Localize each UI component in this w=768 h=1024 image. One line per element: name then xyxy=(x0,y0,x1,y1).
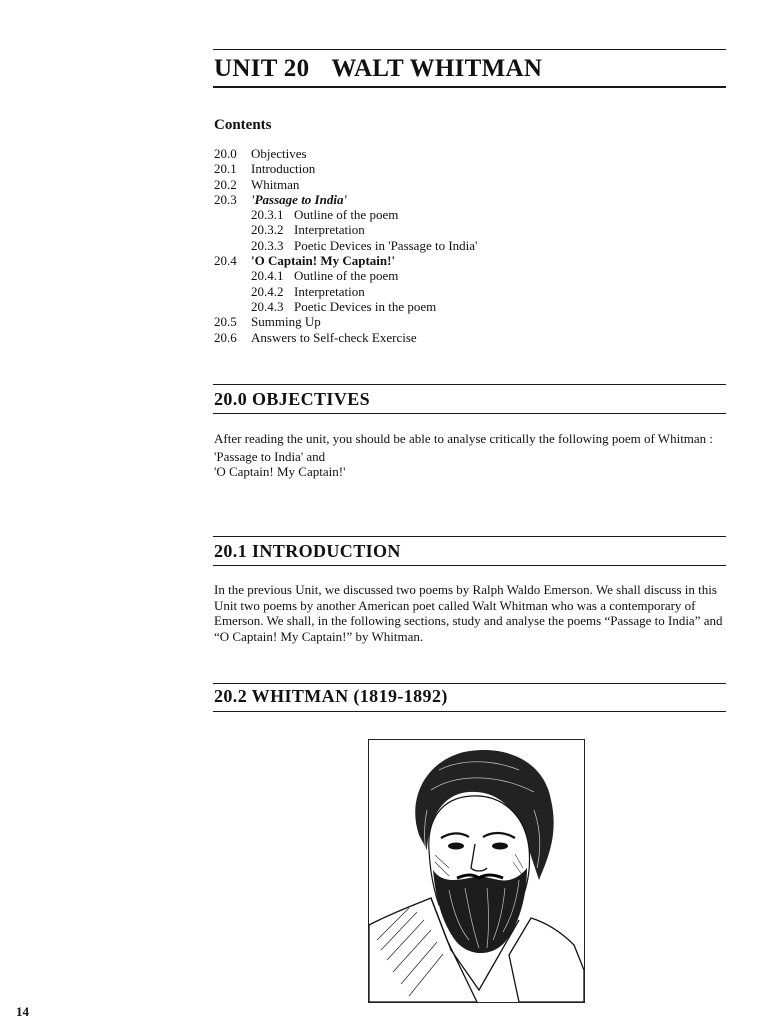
toc-subitem xyxy=(214,284,714,299)
toc-item xyxy=(214,161,714,176)
toc-number: 20.4 xyxy=(214,253,237,269)
section-rule-top xyxy=(213,683,726,684)
unit-title xyxy=(214,55,542,83)
unit-name: WALT WHITMAN xyxy=(331,55,543,82)
section-rule-top xyxy=(213,536,726,537)
toc-subitem xyxy=(214,299,714,314)
toc-label: 'O Captain! My Captain!' xyxy=(251,253,396,269)
toc-item xyxy=(214,253,714,268)
section-rule-bottom xyxy=(213,711,726,712)
contents-heading: Contents xyxy=(214,117,272,133)
toc-number: 20.0 xyxy=(214,146,237,161)
toc-number: 20.6 xyxy=(214,329,237,345)
table-of-contents xyxy=(214,146,714,345)
section-heading-whitman: 20.2 WHITMAN (1819-1892) xyxy=(214,686,448,706)
toc-label: Introduction xyxy=(251,161,316,177)
toc-label: Whitman xyxy=(251,176,300,192)
toc-label: Outline of the poem xyxy=(294,207,399,223)
toc-label: Interpretation xyxy=(294,283,365,299)
unit-number: UNIT 20 xyxy=(214,55,310,82)
toc-label: Summing Up xyxy=(251,314,321,330)
section-rule-top xyxy=(213,384,726,385)
page-number: 14 xyxy=(16,1004,29,1019)
toc-label: Interpretation xyxy=(294,222,365,238)
toc-subitem xyxy=(214,268,714,283)
toc-number: 20.3.3 xyxy=(251,237,284,253)
objectives-paragraph: After reading the unit, you should be able to analyse critically the following poem of Whitman : xyxy=(214,431,714,446)
section-rule-bottom xyxy=(213,565,726,566)
section-rule-bottom xyxy=(213,413,726,414)
toc-label: Objectives xyxy=(251,146,307,161)
section-heading-introduction: 20.1 INTRODUCTION xyxy=(214,541,401,561)
toc-label: Poetic Devices in the poem xyxy=(294,298,437,314)
toc-subitem xyxy=(214,207,714,222)
toc-number: 20.2 xyxy=(214,176,237,192)
toc-item xyxy=(214,146,714,161)
toc-number: 20.3.1 xyxy=(251,207,284,223)
section-heading-objectives: 20.0 OBJECTIVES xyxy=(214,389,371,409)
toc-label: Outline of the poem xyxy=(294,268,399,284)
toc-number: 20.4.1 xyxy=(251,268,284,284)
toc-number: 20.3 xyxy=(214,191,237,207)
toc-subitem xyxy=(214,222,714,237)
toc-label: 'Passage to India' xyxy=(251,191,348,207)
toc-number: 20.4.2 xyxy=(251,283,284,299)
toc-number: 20.5 xyxy=(214,314,237,330)
introduction-paragraph: In the previous Unit, we discussed two poems by Ralph Waldo Emerson. We shall discuss in this Unit two poems by another American poet called Walt Whitman who was a contemporary of Emerson. We shall, in the following sections, study and analyse the poems “Passage to India” and “O Captain! My Captain!” by Whitman. xyxy=(214,582,723,644)
toc-item xyxy=(214,330,714,345)
toc-number: 20.4.3 xyxy=(251,298,284,314)
toc-label: Answers to Self-check Exercise xyxy=(251,329,417,345)
top-rule xyxy=(213,49,726,50)
objectives-poem-1: 'Passage to India' and xyxy=(214,448,326,464)
objectives-text xyxy=(214,431,730,480)
toc-subitem xyxy=(214,238,714,253)
introduction-text xyxy=(214,582,730,644)
unit-title-underline xyxy=(213,86,726,88)
whitman-portrait-image xyxy=(368,739,585,1003)
toc-number: 20.3.2 xyxy=(251,222,284,238)
objectives-poem-2: 'O Captain! My Captain!' xyxy=(214,464,346,479)
toc-item xyxy=(214,192,714,207)
toc-item xyxy=(214,177,714,192)
toc-item xyxy=(214,314,714,329)
toc-label: Poetic Devices in 'Passage to India' xyxy=(294,237,478,253)
portrait-drawing xyxy=(369,740,584,1002)
toc-number: 20.1 xyxy=(214,161,237,177)
